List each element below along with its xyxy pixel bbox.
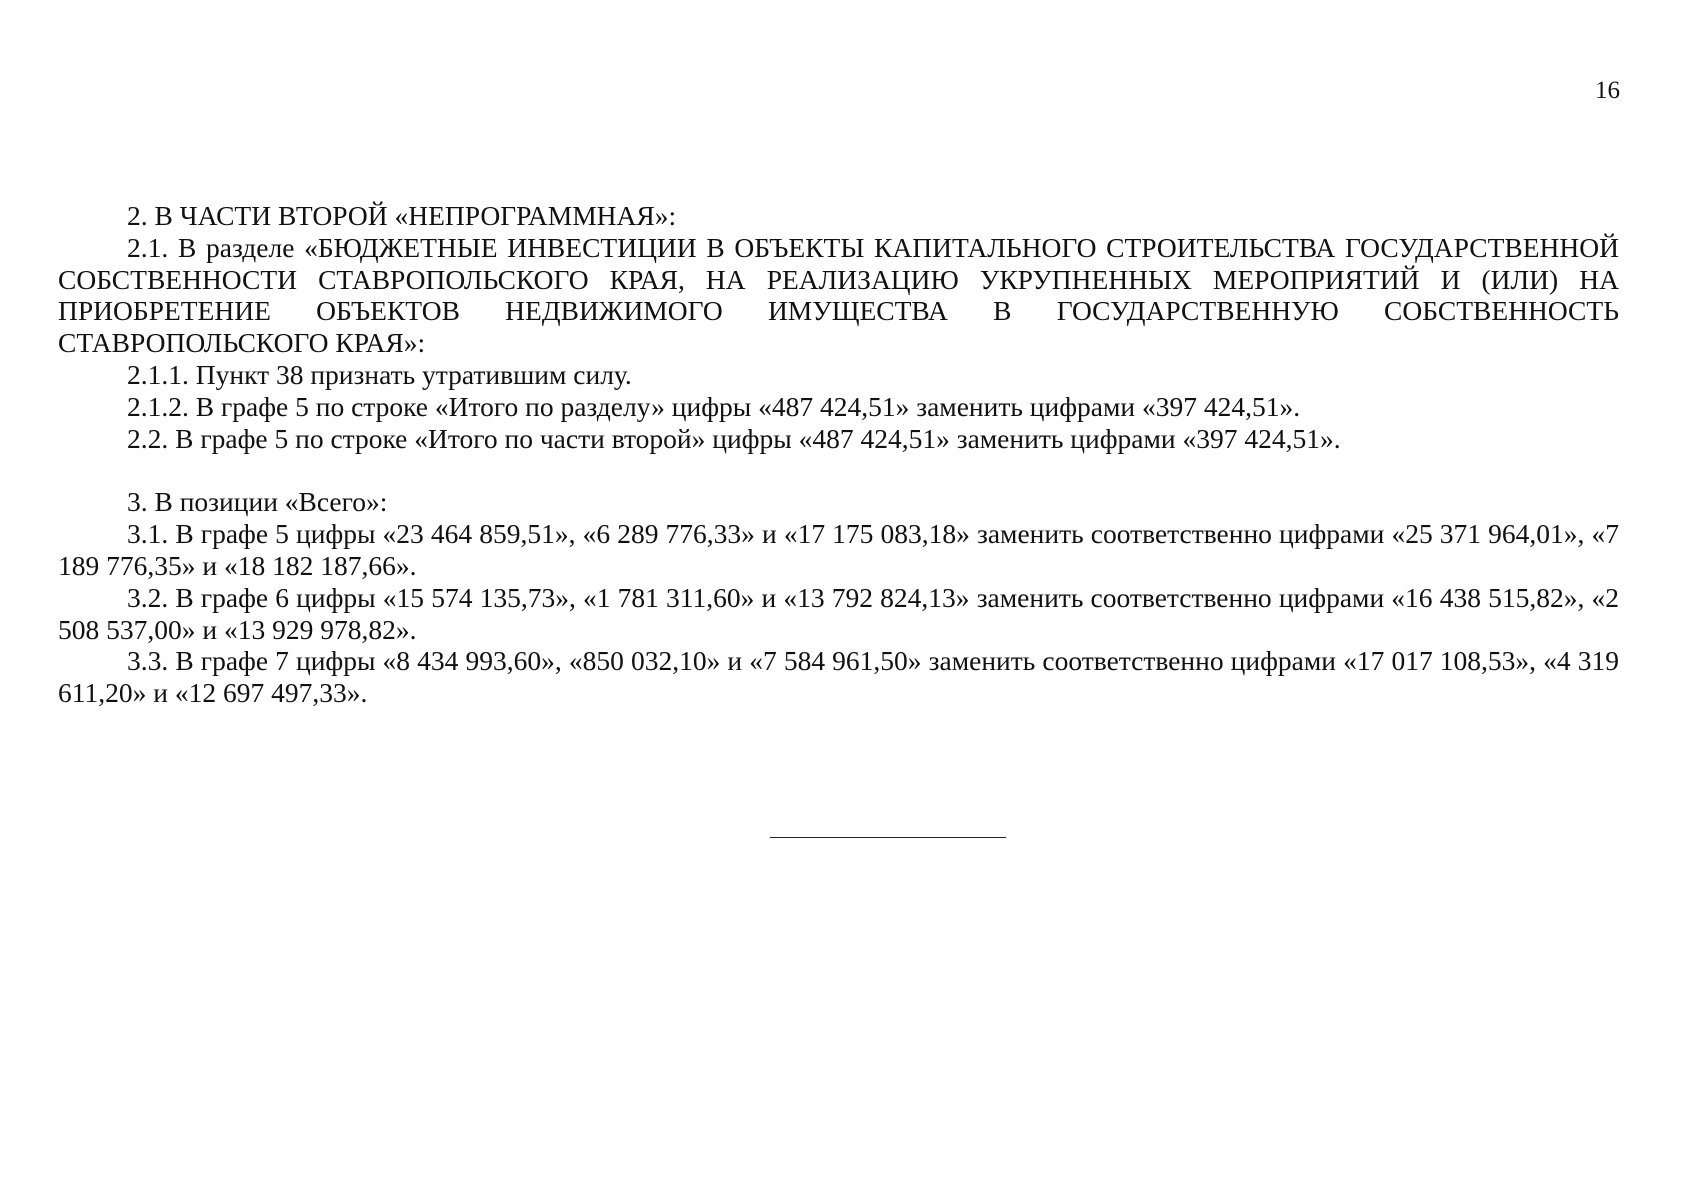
section-spacer <box>58 454 1619 486</box>
paragraph-2-2: 2.2. В графе 5 по строке «Итого по части второй» цифры «487 424,51» заменить цифрами «397 424,51». <box>127 422 1341 454</box>
paragraph-2-1-1: 2.1.1. Пункт 38 признать утратившим силу. <box>127 358 632 390</box>
end-of-document-rule <box>770 837 1006 838</box>
section-2-heading: 2. В ЧАСТИ ВТОРОЙ «НЕПРОГРАММНАЯ»: <box>127 200 677 231</box>
paragraph-2-1-2: 2.1.2. В графе 5 по строке «Итого по разделу» цифры «487 424,51» заменить цифрами «397 424,51». <box>127 390 1301 422</box>
paragraph-3-2: 3.2. В графе 6 цифры «15 574 135,73», «1 781 311,60» и «13 792 824,13» заменить соответственно цифрами «16 438 515,82», «2 508 537,00» и «13 929 978,82». <box>58 581 1619 645</box>
document-body <box>58 200 1619 709</box>
paragraph-2-1: 2.1. В разделе «БЮДЖЕТНЫЕ ИНВЕСТИЦИИ В ОБЪЕКТЫ КАПИТАЛЬНОГО СТРОИТЕЛЬСТВА ГОСУДАРСТВЕННОЙ СОБСТВЕННОСТИ СТАВРОПОЛЬСКОГО КРАЯ, НА РЕАЛИЗАЦИЮ УКРУПНЕННЫХ МЕРОПРИЯТИЙ И (ИЛИ) НА ПРИОБРЕТЕНИЕ ОБЪЕКТОВ НЕДВИЖИМОГО ИМУЩЕСТВА В ГОСУДАРСТВЕННУЮ СОБСТВЕННОСТЬ СТАВРОПОЛЬСКОГО КРАЯ»: <box>58 231 1619 359</box>
paragraph-3-3: 3.3. В графе 7 цифры «8 434 993,60», «850 032,10» и «7 584 961,50» заменить соответственно цифрами «17 017 108,53», «4 319 611,20» и «12 697 497,33». <box>58 645 1619 709</box>
section-3-heading: 3. В позиции «Всего»: <box>127 486 388 518</box>
paragraph-3-1: 3.1. В графе 5 цифры «23 464 859,51», «6 289 776,33» и «17 175 083,18» заменить соответственно цифрами «25 371 964,01», «7 189 776,35» и «18 182 187,66». <box>58 518 1619 581</box>
page-number: 16 <box>1595 77 1620 104</box>
